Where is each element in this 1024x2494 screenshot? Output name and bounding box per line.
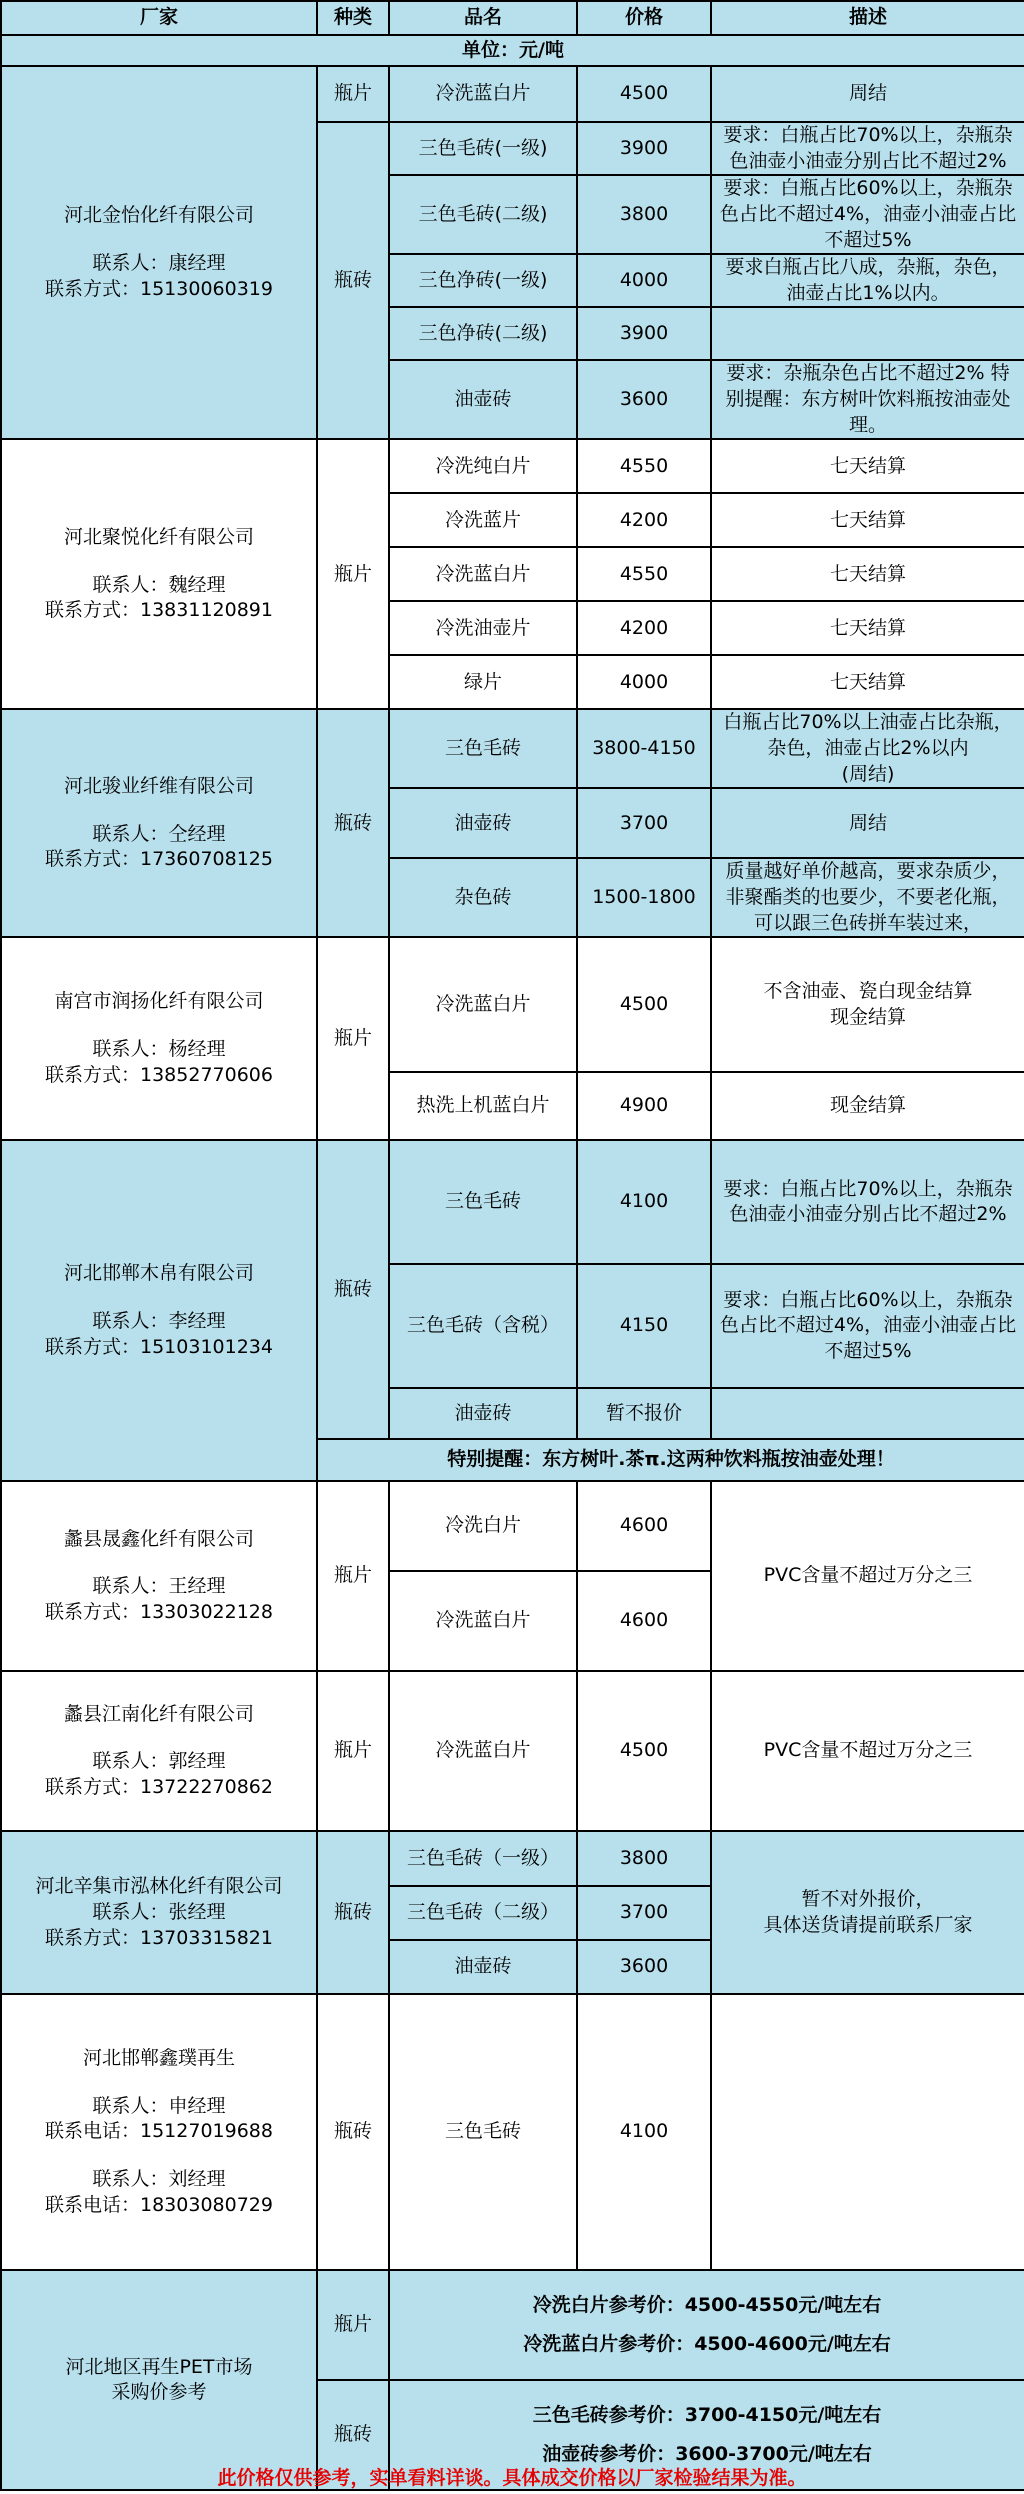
kind-cell: 瓶砖 [317,709,389,937]
contact-person: 联系人：申经理 [92,2094,226,2117]
desc-cell [711,709,1024,788]
desc-cell [711,1831,1024,1994]
reference-title-line: 采购价参考 [111,2381,207,2404]
table-row [1,1481,1024,1571]
disclaimer: 此价格仅供参考，实单看料详谈。具体成交价格以厂家检验结果为准。 [217,2467,807,2489]
header-price: 价格 [577,1,711,35]
price-cell: 4100 [577,1994,711,2270]
price-cell: 4100 [577,1140,711,1264]
desc-cell: 现金结算 [711,1072,1024,1140]
desc-line: 暂不对外报价， [801,1888,935,1911]
kind-cell: 瓶砖 [317,2380,389,2490]
product-cell: 三色毛砖 [389,1994,577,2270]
desc-line: 不含油壶、瓷白现金结算 [763,980,973,1003]
desc-cell: 要求：白瓶占比70%以上，杂瓶杂色油壶小油壶分别占比不超过2% [711,1140,1024,1264]
price-cell: 3600 [577,1940,711,1994]
table-row [1,937,1024,1072]
desc-line: 白瓶占比70%以上油壶占比杂瓶，杂色，油壶占比2%以内 [723,711,1013,760]
contact-phone: 联系电话：18303080729 [45,2193,273,2216]
desc-cell: 要求：杂瓶杂色占比不超过2% 特别提醒：东方树叶饮料瓶按油壶处理。 [711,360,1024,439]
company-cell [1,709,317,937]
product-cell: 油壶砖 [389,360,577,439]
reference-prices [389,2270,1024,2380]
header-kind: 种类 [317,1,389,35]
contact-phone: 联系方式：13852770606 [45,1063,273,1086]
contact-person: 联系人：杨经理 [92,1037,226,1060]
company-cell [1,1671,317,1831]
company-name: 河北邯郸鑫璞再生 [82,2047,235,2070]
contact-phone: 联系方式：15130060319 [45,277,273,300]
company-cell [1,1140,317,1481]
desc-cell [711,307,1024,360]
reference-title [1,2270,317,2490]
contact-phone: 联系方式：13722270862 [45,1776,273,1799]
table-row [1,439,1024,493]
price-cell: 1500-1800 [577,858,711,937]
product-cell: 冷洗蓝白片 [389,66,577,122]
price-cell: 4200 [577,493,711,547]
company-name: 河北聚悦化纤有限公司 [63,525,254,548]
product-cell: 绿片 [389,655,577,709]
reference-line: 三色毛砖参考价：3700-4150元/吨左右 [532,2403,882,2426]
desc-cell: 周结 [711,788,1024,858]
desc-cell: PVC含量不超过万分之三 [711,1671,1024,1831]
header-product: 品名 [389,1,577,35]
company-cell [1,1481,317,1671]
header-row [1,1,1024,35]
contact-person: 联系人：张经理 [92,1900,226,1923]
desc-cell: 七天结算 [711,493,1024,547]
contact-person: 联系人：王经理 [92,1575,226,1598]
desc-line: 现金结算 [829,1005,906,1028]
desc-cell: 七天结算 [711,547,1024,601]
table-row [1,1671,1024,1831]
desc-cell: 要求：白瓶占比70%以上，杂瓶杂色油壶小油壶分别占比不超过2% [711,122,1024,175]
header-factory: 厂家 [1,1,317,35]
product-cell: 三色毛砖(二级) [389,175,577,254]
product-cell: 冷洗蓝白片 [389,937,577,1072]
unit-row [1,35,1024,66]
product-cell: 三色毛砖（一级） [389,1831,577,1886]
desc-cell: 要求：白瓶占比60%以上，杂瓶杂色占比不超过4%，油壶小油壶占比不超过5% [711,175,1024,254]
kind-cell: 瓶砖 [317,122,389,439]
product-cell: 冷洗油壶片 [389,601,577,655]
table-row [1,2270,1024,2380]
kind-cell: 瓶砖 [317,1994,389,2270]
contact-person: 联系人：郭经理 [92,1750,226,1773]
contact-phone: 联系方式：15103101234 [45,1335,273,1358]
contact-person: 联系人：李经理 [92,1309,226,1332]
product-cell: 油壶砖 [389,1940,577,1994]
kind-cell: 瓶砖 [317,1831,389,1994]
contact-phone: 联系方式：13303022128 [45,1601,273,1624]
header-desc: 描述 [711,1,1024,35]
kind-cell: 瓶片 [317,937,389,1140]
desc-cell: 要求：白瓶占比60%以上，杂瓶杂色占比不超过4%，油壶小油壶占比不超过5% [711,1264,1024,1388]
company-name: 河北骏业纤维有限公司 [63,774,254,797]
kind-cell: 瓶片 [317,66,389,122]
price-cell: 3800 [577,175,711,254]
reference-line: 冷洗白片参考价：4500-4550元/吨左右 [532,2293,882,2316]
kind-cell: 瓶砖 [317,1140,389,1439]
contact-person: 联系人：仝经理 [92,822,226,845]
price-cell: 4550 [577,547,711,601]
contact-phone: 联系电话：15127019688 [45,2120,273,2143]
contact-phone: 联系方式：13831120891 [45,599,273,622]
kind-cell: 瓶片 [317,1671,389,1831]
company-cell [1,439,317,709]
product-cell: 杂色砖 [389,858,577,937]
price-cell: 3600 [577,360,711,439]
table-row [1,1831,1024,1886]
product-cell: 冷洗蓝白片 [389,1571,577,1671]
company-name: 蠡县晟鑫化纤有限公司 [63,1527,254,1550]
product-cell: 油壶砖 [389,788,577,858]
product-cell: 冷洗蓝白片 [389,547,577,601]
company-cell [1,937,317,1140]
company-cell [1,1994,317,2270]
desc-cell: 七天结算 [711,655,1024,709]
kind-cell: 瓶片 [317,1481,389,1671]
contact-phone: 联系方式：17360708125 [45,848,273,871]
contact-person: 联系人：魏经理 [92,573,226,596]
company-name: 河北邯郸木帛有限公司 [63,1262,254,1285]
price-cell: 4550 [577,439,711,493]
price-cell: 暂不报价 [577,1388,711,1439]
company-name: 河北金怡化纤有限公司 [63,204,254,227]
desc-cell: 要求白瓶占比八成，杂瓶，杂色，油壶占比1%以内。 [711,254,1024,307]
desc-cell: 七天结算 [711,601,1024,655]
product-cell: 三色净砖(二级) [389,307,577,360]
contact-person: 联系人：刘经理 [92,2168,226,2191]
company-name: 河北辛集市泓林化纤有限公司 [35,1875,283,1898]
price-cell: 3800 [577,1831,711,1886]
price-cell: 4500 [577,66,711,122]
desc-line: 具体送货请提前联系厂家 [763,1913,973,1936]
price-cell: 4500 [577,1671,711,1831]
price-cell: 3700 [577,788,711,858]
reference-line: 冷洗蓝白片参考价：4500-4600元/吨左右 [523,2333,891,2356]
unit-label: 单位：元/吨 [1,35,1024,66]
company-cell [1,1831,317,1994]
table-row [1,1140,1024,1264]
product-cell: 冷洗纯白片 [389,439,577,493]
desc-cell [711,937,1024,1072]
price-cell: 4150 [577,1264,711,1388]
contact-phone: 联系方式：13703315821 [45,1926,273,1949]
product-cell: 三色毛砖（含税） [389,1264,577,1388]
special-note: 特别提醒：东方树叶.茶π.这两种饮料瓶按油壶处理！ [317,1439,1024,1481]
product-cell: 三色毛砖(一级) [389,122,577,175]
product-cell: 冷洗蓝片 [389,493,577,547]
price-cell: 3900 [577,307,711,360]
product-cell: 三色毛砖 [389,709,577,788]
desc-cell: 七天结算 [711,439,1024,493]
price-cell: 3700 [577,1886,711,1940]
contact-person: 联系人：康经理 [92,251,226,274]
price-cell: 4500 [577,937,711,1072]
price-cell: 3900 [577,122,711,175]
reference-line: 油壶砖参考价：3600-3700元/吨左右 [542,2443,872,2466]
desc-cell: PVC含量不超过万分之三 [711,1481,1024,1671]
product-cell: 三色毛砖（二级） [389,1886,577,1940]
company-name: 南宫市润扬化纤有限公司 [54,990,264,1013]
desc-cell: 周结 [711,66,1024,122]
price-cell: 4000 [577,254,711,307]
price-cell: 4600 [577,1571,711,1671]
product-cell: 冷洗白片 [389,1481,577,1571]
desc-cell [711,1388,1024,1439]
price-cell: 4000 [577,655,711,709]
desc-cell [711,1994,1024,2270]
table-row [1,709,1024,788]
product-cell: 油壶砖 [389,1388,577,1439]
table-row [1,1994,1024,2270]
table-row [1,66,1024,122]
price-cell: 4600 [577,1481,711,1571]
product-cell: 三色净砖(一级) [389,254,577,307]
price-cell: 4200 [577,601,711,655]
product-cell: 三色毛砖 [389,1140,577,1264]
kind-cell: 瓶片 [317,2270,389,2380]
company-name: 蠡县江南化纤有限公司 [63,1702,254,1725]
desc-cell: 质量越好单价越高，要求杂质少，非聚酯类的也要少，不要老化瓶，可以跟三色砖拼车装过来， [711,858,1024,937]
product-cell: 冷洗蓝白片 [389,1671,577,1831]
desc-line: (周结) [841,762,895,785]
product-cell: 热洗上机蓝白片 [389,1072,577,1140]
reference-title-line: 河北地区再生PET市场 [65,2355,253,2378]
kind-cell: 瓶片 [317,439,389,709]
price-cell: 3800-4150 [577,709,711,788]
company-cell [1,66,317,439]
price-cell: 4900 [577,1072,711,1140]
